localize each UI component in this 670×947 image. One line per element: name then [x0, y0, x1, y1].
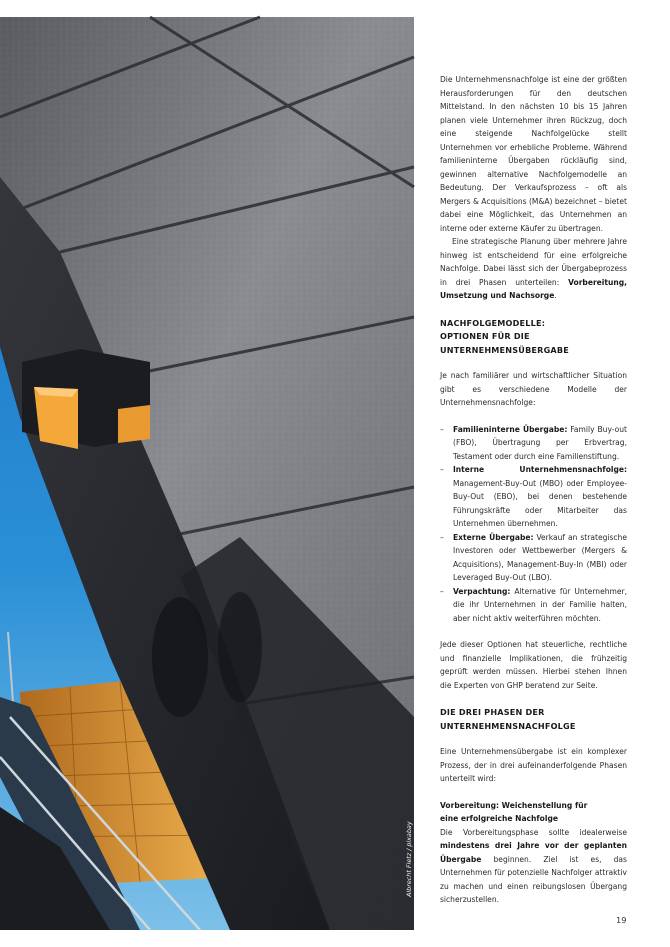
preparation-text-end: beginnen. Ziel ist es, das Unternehmen für potenzielle Nachfolger attraktiv zu machen und einen reibungslosen Übergang sicherzustellen. — [440, 854, 627, 905]
preparation-bold: mindestens drei Jahre vor der geplanten Übergabe — [440, 841, 627, 864]
preparation-text: Die Vorbereitungsphase sollte idealerweise — [440, 827, 627, 837]
list-item — [440, 423, 627, 464]
spacer — [440, 786, 627, 799]
article-photo — [0, 17, 414, 941]
spacer — [440, 625, 627, 638]
article-column — [440, 73, 627, 907]
list-item-label: Verpachtung: — [453, 586, 511, 596]
planning-end: . — [554, 291, 557, 300]
list-item-text: Family Buy-out (FBO), Übertragung per Erbvertrag, Testament oder durch eine Familienstiftung. — [453, 424, 627, 461]
dash-bullet: – — [440, 424, 444, 434]
spacer — [440, 410, 627, 423]
list-item-label: Familieninterne Übergabe: — [453, 424, 568, 434]
list-item-label: Interne Unternehmensnachfolge: — [453, 465, 627, 475]
heading-line: NACHFOLGEMODELLE: — [440, 317, 546, 328]
intro-paragraph: Die Unternehmensnachfolge ist eine der größten Herausforderungen für den deutschen Mittelstand. In den nächsten 10 bis 15 Jahren planen viele Unternehmer ihren Rückzug, doch eine steigende Nachfolgelücke stellt Unternehmen vor erhebliche Probleme. Während familieninterne Übergaben rückläufig sind, gewinnen alternative Nachfolgemodelle an Bedeutung. Der Verkaufsprozess – oft als Mergers & Acquisitions (M&A) bezeichnet – bietet dabei eine Möglichkeit, das Unternehmen an interne oder externe Käufer zu übertragen. — [440, 75, 627, 233]
dash-bullet: – — [440, 532, 444, 542]
subheading-line: eine erfolgreiche Nachfolge — [440, 814, 558, 824]
list-item-text: Management-Buy-Out (MBO) oder Employee-Buy-Out (EBO), bei denen bestehende Führungskräfte oder Mitarbeiter das Unternehmen übernehmen. — [453, 478, 627, 529]
list-item-text: Verkauf an strategische Investoren oder Wettbewerber (Mergers & Acquisitions), Management-Buy-In (MBI) oder Leveraged Buy-Out (LBO). — [453, 532, 627, 583]
list-item-text: Alternative für Unternehmer, die ihr Unternehmen in der Familie halten, aber nicht aktiv weiterführen möchten. — [453, 586, 627, 623]
heading-line: UNTERNEHMENSÜBERGABE — [440, 344, 569, 355]
subheading-vorbereitung — [440, 799, 627, 826]
list-item — [440, 585, 627, 626]
heading-drei-phasen — [440, 706, 627, 733]
list-item-label: Externe Übergabe: — [453, 532, 534, 542]
issue-footer: GHPublic-Ausgabe 01|2026 — [44, 932, 145, 941]
implications-paragraph: Jede dieser Optionen hat steuerliche, rechtliche und finanzielle Implikationen, die frühzeitig geprüft werden müssen. Hierbei stehen Ihnen die Experten von GHP beratend zur Seite. — [440, 640, 627, 690]
dash-bullet: – — [440, 586, 444, 596]
preparation-paragraph — [440, 826, 627, 907]
models-intro-paragraph: Je nach familiärer und wirtschaftlicher Situation gibt es verschiedene Modelle der Unternehmensnachfolge: — [440, 371, 627, 408]
dash-bullet: – — [440, 465, 444, 475]
heading-nachfolgemodelle — [440, 317, 627, 358]
photo-credit-text: Albrecht Fietz / pixabay — [405, 821, 413, 897]
planning-paragraph — [440, 235, 627, 303]
list-item — [440, 531, 627, 585]
list-item — [440, 463, 627, 531]
heading-line: UNTERNEHMENSNACHFOLGE — [440, 720, 576, 731]
building-facade-image — [0, 17, 414, 930]
page-number: 19 — [616, 915, 627, 925]
planning-text: Eine strategische Planung über mehrere Jahre hinweg ist entscheidend für eine erfolgreiche Nachfolge. Dabei lässt sich der Übergabeprozess in drei Phasen unterteilen: — [440, 237, 627, 287]
subheading-line: Vorbereitung: Weichenstellung für — [440, 800, 588, 810]
models-list — [440, 423, 627, 626]
phases-intro-paragraph: Eine Unternehmensübergabe ist ein komplexer Prozess, der in drei aufeinanderfolgende Phasen unterteilt wird: — [440, 747, 627, 784]
phases-bold: Vorbereitung, Umsetzung und Nachsorge — [440, 277, 627, 300]
heading-line: OPTIONEN FÜR DIE — [440, 331, 530, 342]
heading-line: DIE DREI PHASEN DER — [440, 707, 545, 718]
